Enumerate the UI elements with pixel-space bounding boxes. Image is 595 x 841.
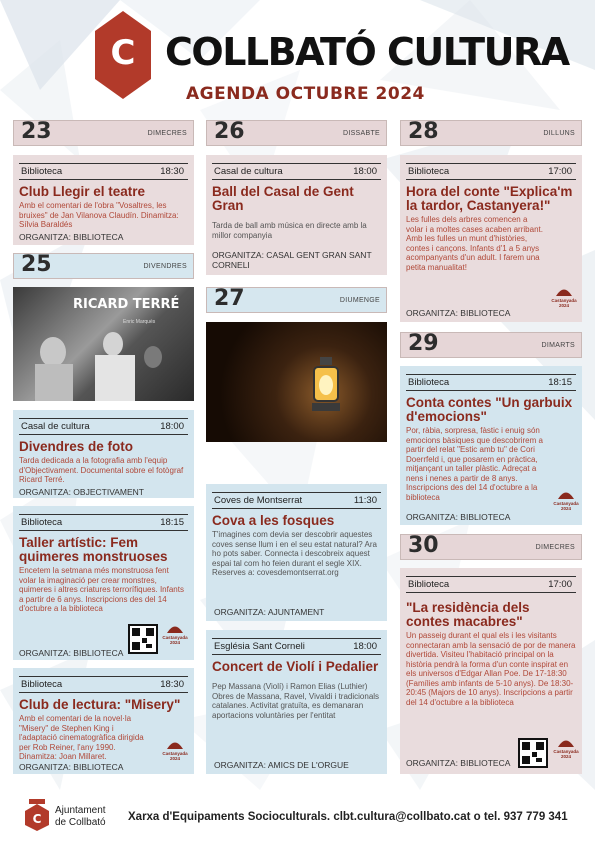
venue-row <box>19 418 188 435</box>
event-card-27-cova[interactable] <box>206 484 387 621</box>
day-name: DIUMENGE <box>339 297 380 304</box>
lantern-photo <box>206 322 387 442</box>
time: 18:00 <box>353 641 377 652</box>
chestnut-icon <box>556 736 576 748</box>
venue: Casal de cultura <box>214 166 283 177</box>
footer <box>0 793 595 841</box>
event-title: Cova a les fosques <box>212 513 335 528</box>
venue-row <box>19 676 188 693</box>
event-card-25-misery[interactable] <box>13 668 194 774</box>
venue: Església Sant Corneli <box>214 641 305 652</box>
day-number: 23 <box>21 119 52 144</box>
organizer: ORGANITZA: BIBLIOTECA <box>406 308 511 318</box>
organizer: ORGANITZA: BIBLIOTECA <box>19 231 124 242</box>
event-card-26[interactable] <box>206 155 387 275</box>
event-title: Conta contes "Un garbuix d'emocions" <box>406 395 573 424</box>
venue: Biblioteca <box>21 166 63 177</box>
event-description: Amb el comentari de l'obra "Vosaltres, les bruixes" de Jan Vilanova Claudín. Dinamitza: Sílvia Baraldés <box>19 201 179 229</box>
venue-row <box>406 374 576 391</box>
castanyada-badge: Castanyada 2024 <box>159 738 191 764</box>
day-number: 30 <box>408 533 439 558</box>
venue-row <box>19 163 188 180</box>
event-card-23[interactable] <box>13 155 194 245</box>
organizer: ORGANITZA: BIBLIOTECA <box>19 762 124 772</box>
page-title: COLLBATÓ CULTURA <box>165 30 569 74</box>
time: 18:15 <box>548 377 572 388</box>
day-number: 26 <box>214 119 245 144</box>
venue-row <box>19 514 188 531</box>
day-number: 28 <box>408 119 439 144</box>
chestnut-icon <box>165 738 185 750</box>
organizer: ORGANITZA: AMICS DE L'ORGUE <box>214 760 349 770</box>
event-description: Pep Massana (Violí) i Ramon Elias (Luthier) Obres de Massana, Ravel, Vivaldi i tradicionals catalanes. Activitat gratuïta, es demanaran aportacions voluntàries per l'entitat <box>212 682 380 720</box>
event-title: Concert de Violí i Pedalier <box>212 659 379 674</box>
venue: Casal de cultura <box>21 421 90 432</box>
day-header-26 <box>206 120 387 146</box>
event-card-27-concert[interactable] <box>206 630 387 774</box>
event-description: Un passeig durant el qual els i les visitants connectaran amb la sensació de por de manera divertida. Visiteu l'habitació principal on la història pendrà la forma d'un conte inspirat en els universos d'Edgar Allan Poe. De 17-18:30 (Famílies amb infants de 5-10 anys). De 18:30-20:45 (Majors de 10 anys). Inscripcions a partir del 14 d'octubre a la biblioteca <box>406 631 576 707</box>
time: 18:30 <box>160 166 184 177</box>
event-card-30[interactable] <box>400 568 582 774</box>
organizer: ORGANITZA: BIBLIOTECA <box>406 512 511 522</box>
day-header-30 <box>400 534 582 560</box>
time: 18:00 <box>160 421 184 432</box>
event-description: Amb el comentari de la novel·la "Misery" de Stephen King i l'adaptació cinematogràfica dirigida per Rob Reiner, l'any 1990. Dinamitza: Joan Millaret. <box>19 714 144 761</box>
castanyada-badge: Castanyada 2024 <box>550 736 582 762</box>
time: 17:00 <box>548 579 572 590</box>
day-name: DIMARTS <box>541 342 575 349</box>
day-number: 29 <box>408 331 439 356</box>
time: 18:15 <box>160 517 184 528</box>
time: 18:00 <box>353 166 377 177</box>
venue: Biblioteca <box>408 166 450 177</box>
day-header-29 <box>400 332 582 358</box>
castanyada-badge: Castanyada 2024 <box>159 622 191 648</box>
organizer: ORGANITZA: OBJECTIVAMENT <box>19 486 144 497</box>
event-title: Taller artístic: Fem quimeres monstruoses <box>19 535 168 564</box>
photo-subcaption: Enric Marquès <box>123 319 156 325</box>
time: 18:30 <box>160 679 184 690</box>
venue: Biblioteca <box>408 377 450 388</box>
event-card-25-taller[interactable] <box>13 506 194 660</box>
chestnut-icon <box>554 285 574 297</box>
day-number: 27 <box>214 286 245 311</box>
event-title: "La residència dels contes macabres" <box>406 600 530 629</box>
venue-row <box>212 638 381 655</box>
venue-row <box>406 576 576 593</box>
day-header-27 <box>206 287 387 313</box>
day-header-23 <box>13 120 194 146</box>
qr-code[interactable] <box>128 624 158 654</box>
event-description: Tarda de ball amb música en directe amb la millor companyia <box>212 221 367 240</box>
venue-row <box>406 163 576 180</box>
castanyada-badge: Castanyada 2024 <box>550 488 582 514</box>
day-name: DISSABTE <box>342 130 380 137</box>
day-name: DIMECRES <box>535 544 575 551</box>
qr-code[interactable] <box>518 738 548 768</box>
page-subtitle: AGENDA OCTUBRE 2024 <box>186 84 425 104</box>
organizer: ORGANITZA: BIBLIOTECA <box>19 648 124 658</box>
day-name: DIMECRES <box>147 130 187 137</box>
event-description: Por, ràbia, sorpresa, fàstic i enuig són emocions bàsiques que descobrirem a partir del relat "Estic amb tu" de Cori Doerrfeld i, que posarem en pràctica, mitjançant un taller plàstic. Adreçat a nens i nenes a partir de 8 anys. Inscripcions des del 14 d'octubre a la biblioteca <box>406 426 543 502</box>
event-description: Les fulles dels arbres comencen a volar i a moltes cases acaben arribant. Amb les fulles un munt d'històries, contes i cançons. Infants d'1 a 5 anys acompanyants d'un adult. I farem una petita manualitat! <box>406 215 543 272</box>
event-description: Encetem la setmana més monstruosa fent volar la imaginació per crear monstres, quimeres i altres criatures terrorífiques. Infants a partir de 6 anys. Inscripcions des del 14 d'octubre a la biblioteca <box>19 566 184 613</box>
time: 17:00 <box>548 166 572 177</box>
time: 11:30 <box>353 495 377 506</box>
day-header-25 <box>13 253 194 279</box>
day-header-28 <box>400 120 582 146</box>
venue-row <box>212 163 381 180</box>
venue-row <box>212 492 381 509</box>
venue: Biblioteca <box>21 679 63 690</box>
event-title: Divendres de foto <box>19 439 134 454</box>
organizer: ORGANITZA: BIBLIOTECA <box>406 758 511 768</box>
castanyada-badge: Castanyada 2024 <box>548 285 580 311</box>
ajuntament-name: Ajuntament de Collbató <box>55 805 106 828</box>
event-card-28[interactable] <box>400 155 582 322</box>
organizer: ORGANITZA: AJUNTAMENT <box>214 607 325 617</box>
day-number: 25 <box>21 252 52 277</box>
event-title: Hora del conte "Explica'm la tardor, Castanyera!" <box>406 184 573 213</box>
chestnut-icon <box>165 622 185 634</box>
day-name: DIVENDRES <box>143 263 187 270</box>
venue: Biblioteca <box>408 579 450 590</box>
ajuntament-crest-icon <box>25 799 49 831</box>
lantern-icon <box>306 357 346 427</box>
event-title: Ball del Casal de Gent Gran <box>212 184 354 213</box>
event-description: T'imagines com devia ser descobrir aquestes coves sense llum i en el seu estat natural? Ara ho pots saber. Connecta i descobreix aquest espai tal com ho feien durant el segle XIX. Reserves a: covesdemontserrat.org <box>212 530 377 577</box>
organizer: ORGANITZA: CASAL GENT GRAN SANT CORNELI <box>212 250 372 270</box>
venue: Coves de Montserrat <box>214 495 303 506</box>
svg-text:C: C <box>32 812 42 826</box>
contact-info: Xarxa d'Equipaments Socioculturals. clbt.cultura@collbato.cat o tel. 937 779 341 <box>128 811 568 823</box>
event-description: Tarda dedicada a la fotografia amb l'equip d'Objectivament. Documental sobre el fotògraf Ricard Terré. <box>19 456 184 484</box>
ricard-terre-photo <box>13 287 194 401</box>
venue: Biblioteca <box>21 517 63 528</box>
day-name: DILLUNS <box>543 130 575 137</box>
chestnut-icon <box>556 488 576 500</box>
logo-letter: C <box>110 33 136 73</box>
photo-figures <box>13 322 194 401</box>
event-title: Club de lectura: "Misery" <box>19 697 181 712</box>
event-card-25-foto[interactable] <box>13 410 194 498</box>
photo-caption: RICARD TERRÉ <box>73 297 180 312</box>
event-title: Club Llegir el teatre <box>19 184 146 199</box>
event-card-29[interactable] <box>400 366 582 525</box>
